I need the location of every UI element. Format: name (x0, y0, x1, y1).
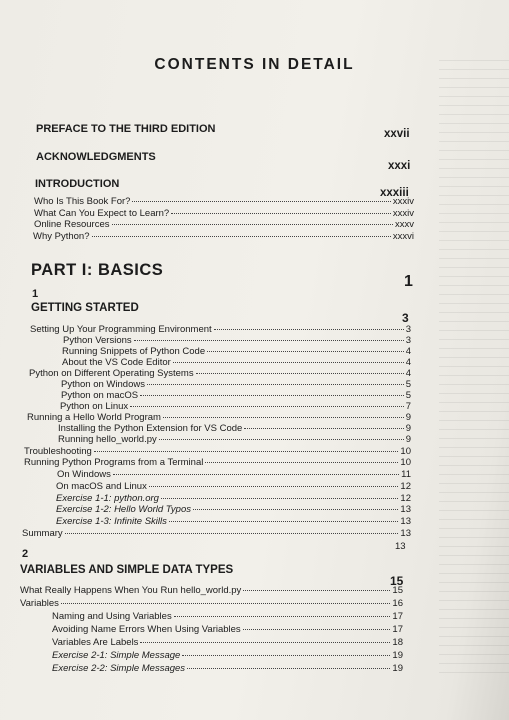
toc-entry: Variables Are Labels 18 (52, 637, 403, 648)
toc-entry: Running Python Programs from a Terminal 10 (24, 457, 411, 468)
part-title: PART I: BASICS (31, 261, 164, 279)
toc-entry: Python on Windows 5 (61, 379, 411, 390)
toc-entry: Running hello_world.py 9 (58, 434, 411, 445)
part-page: 1 (404, 273, 413, 290)
chapter-title: VARIABLES AND SIMPLE DATA TYPES (20, 564, 234, 576)
toc-entry: Naming and Using Variables 17 (52, 611, 403, 622)
toc-acknowledgments-label: ACKNOWLEDGMENTS (36, 151, 156, 163)
toc-entry: Python on Linux 7 (60, 401, 411, 412)
chapter-number: 1 (32, 288, 39, 300)
toc-introduction (35, 178, 391, 190)
page-title: CONTENTS IN DETAIL (154, 56, 355, 73)
chapter-page: 15 (390, 574, 404, 588)
toc-preface-page: xxvii (384, 128, 410, 140)
chapter-title: GETTING STARTED (31, 302, 139, 314)
trailing-page-number: 13 (395, 541, 406, 552)
toc-entry: What Can You Expect to Learn? xxxiv (34, 208, 414, 219)
toc-entry: Exercise 1-2: Hello World Typos 13 (56, 504, 411, 515)
toc-entry: Variables 16 (20, 598, 403, 609)
toc-entry: Installing the Python Extension for VS Code 9 (58, 423, 411, 434)
toc-entry: Why Python? xxxvi (33, 231, 414, 242)
toc-entry: Summary 13 (22, 528, 411, 539)
bleed-through-shadow (439, 60, 509, 680)
toc-entry: Online Resources xxxv (34, 219, 414, 230)
toc-acknowledgments (36, 151, 391, 163)
toc-entry: Python Versions 3 (63, 335, 411, 346)
toc-entry: On macOS and Linux 12 (56, 481, 411, 492)
toc-entry: On Windows 11 (57, 469, 411, 480)
chapter-number: 2 (22, 548, 29, 560)
toc-acknowledgments-page: xxxi (388, 160, 411, 172)
toc-entry: Avoiding Name Errors When Using Variables 17 (52, 624, 403, 635)
toc-preface (36, 123, 391, 135)
toc-entry: Running Snippets of Python Code 4 (62, 346, 411, 357)
chapter-page: 3 (402, 311, 409, 325)
toc-entry: What Really Happens When You Run hello_world.py 15 (20, 585, 403, 596)
toc-entry: Setting Up Your Programming Environment 3 (30, 324, 411, 335)
toc-entry: About the VS Code Editor 4 (62, 357, 411, 368)
toc-entry: Exercise 1-1: python.org 12 (56, 493, 411, 504)
toc-entry: Troubleshooting 10 (24, 446, 411, 457)
toc-entry: Running a Hello World Program 9 (27, 412, 411, 423)
toc-entry: Exercise 2-2: Simple Messages 19 (52, 663, 403, 674)
toc-entry: Exercise 2-1: Simple Message 19 (52, 650, 403, 661)
toc-preface-label: PREFACE TO THE THIRD EDITION (36, 123, 216, 135)
toc-introduction-label: INTRODUCTION (35, 178, 120, 190)
toc-entry: Exercise 1-3: Infinite Skills 13 (56, 516, 411, 527)
toc-introduction-page: xxxiii (380, 187, 409, 199)
toc-entry: Who Is This Book For? xxxiv (34, 196, 414, 207)
toc-entry: Python on Different Operating Systems 4 (29, 368, 411, 379)
toc-entry: Python on macOS 5 (61, 390, 411, 401)
